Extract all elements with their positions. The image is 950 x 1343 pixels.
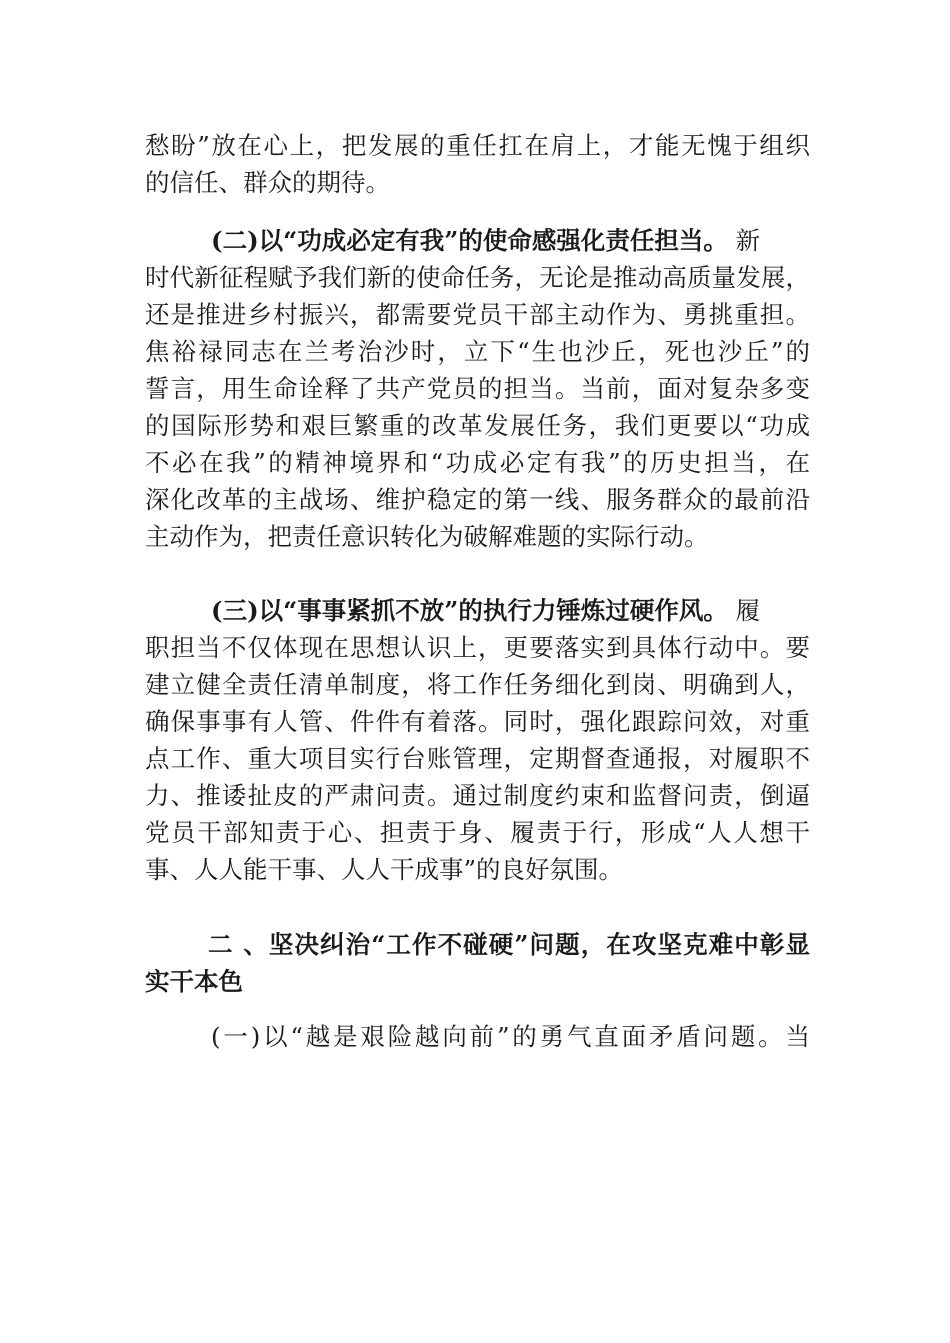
text-line: 点工作、重大项目实行台账管理，定期督查通报，对履职不 (145, 744, 810, 773)
text-fragment: 履 (727, 596, 761, 625)
text-line: 事、人人能干事、人人干成事”的良好氛围。 (145, 855, 624, 884)
section-heading: (二)以“功成必定有我”的使命感强化责任担当。 (211, 226, 728, 255)
part-title-line: 实干本色 (145, 967, 243, 996)
text-line: 的信任、群众的期待。 (145, 168, 390, 197)
part-title-line: 二 、坚决纠治“工作不碰硬”问题，在攻坚克难中彰显 (208, 930, 810, 959)
text-line: 的国际形势和艰巨繁重的改革发展任务，我们更要以“功成 (145, 411, 810, 440)
text-line: 职担当不仅体现在思想认识上，更要落实到具体行动中。要 (145, 633, 810, 662)
paragraph-continuation (145, 127, 810, 201)
text-fragment: 新 (727, 226, 761, 255)
text-line: 深化改革的主战场、维护稳定的第一线、服务群众的最前沿 (145, 485, 810, 514)
text-line: 时代新征程赋予我们新的使命任务，无论是推动高质量发展， (145, 263, 810, 292)
text-line: 还是推进乡村振兴，都需要党员干部主动作为、勇挑重担。 (145, 300, 810, 329)
section-heading-line (145, 592, 810, 629)
section-heading-line (145, 222, 810, 259)
text-line: 不必在我”的精神境界和“功成必定有我”的历史担当，在 (145, 448, 810, 477)
section-heading: (三)以“事事紧抓不放”的执行力锤炼过硬作风。 (211, 596, 728, 625)
text-line: 建立健全责任清单制度，将工作任务细化到岗、明确到人， (145, 670, 810, 699)
text-line: 主动作为，把责任意识转化为破解难题的实际行动。 (145, 522, 709, 551)
paragraph-section-2-1 (145, 1018, 810, 1055)
text-line: 愁盼”放在心上，把发展的重任扛在肩上，才能无愧于组织 (145, 131, 810, 160)
paragraph-section-3 (145, 592, 810, 888)
text-line: 誓言，用生命诠释了共产党员的担当。当前，面对复杂多变 (145, 374, 810, 403)
part-heading (145, 926, 810, 1000)
text-line: (一)以“越是艰险越向前”的勇气直面矛盾问题。当 (211, 1022, 810, 1051)
text-line: 党员干部知责于心、担责于身、履责于行，形成“人人想干 (145, 818, 810, 847)
text-line: 确保事事有人管、件件有着落。同时，强化跟踪问效，对重 (145, 707, 810, 736)
text-line: 力、推诿扯皮的严肃问责。通过制度约束和监督问责，倒逼 (145, 781, 810, 810)
text-line: 焦裕禄同志在兰考治沙时，立下“生也沙丘，死也沙丘”的 (145, 337, 810, 366)
paragraph-section-2 (145, 222, 810, 555)
